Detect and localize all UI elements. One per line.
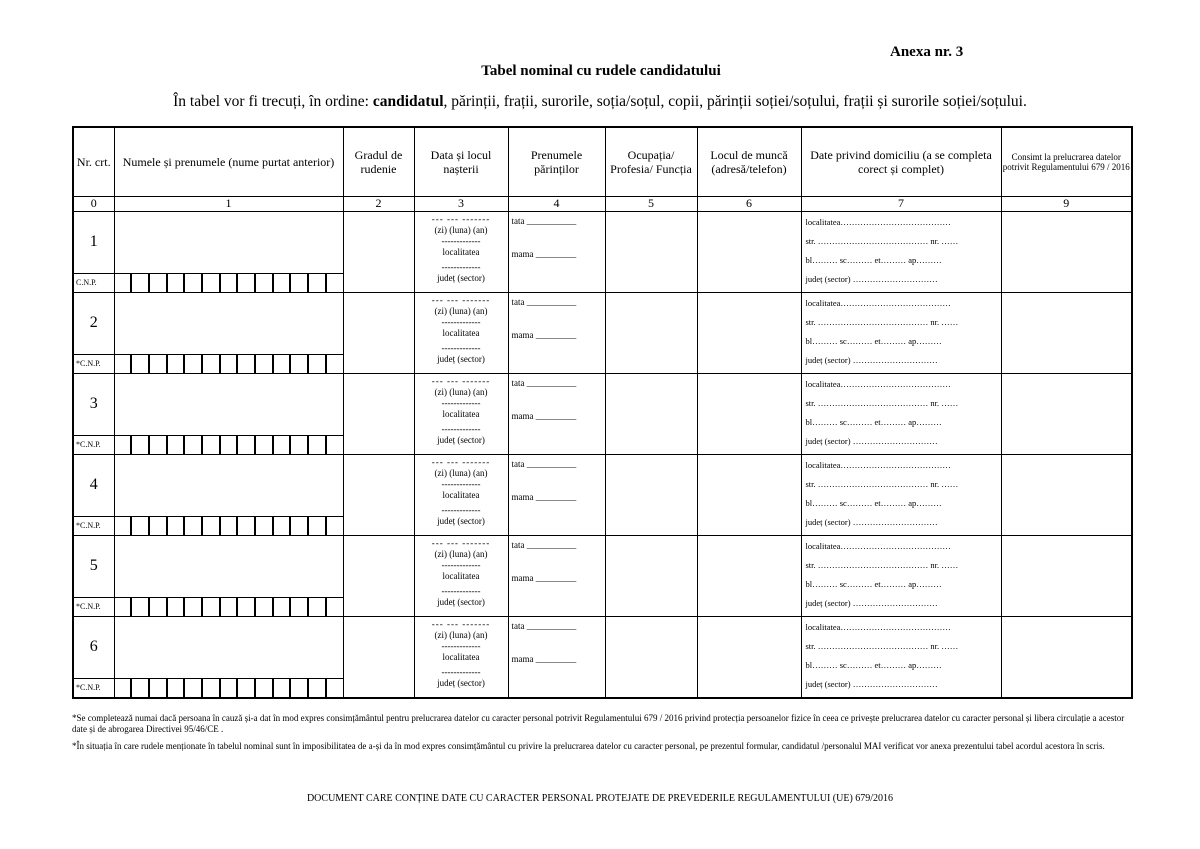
col-header-birth: Data și locul nașterii <box>414 127 508 196</box>
cnp-label: C.N.P. <box>73 273 114 292</box>
consent-field[interactable] <box>1001 616 1132 698</box>
birth-county-line: ------------- <box>441 423 481 434</box>
workplace-field[interactable] <box>697 454 801 535</box>
row-number: 2 <box>73 292 114 354</box>
cnp-digit-box[interactable] <box>219 517 237 535</box>
address-street: str. ………………………………… nr. …… <box>805 235 959 246</box>
name-field[interactable] <box>114 211 343 273</box>
address-street: str. ………………………………… nr. …… <box>805 397 959 408</box>
footnote-2: *În situația în care rudele menționate în tabelul nominal sunt în imposibilitatea de a-și da în mod expres consimțământul cu privire la prelucrarea datelor cu caracter personal, pe prezentul formular, candidatul /personalul MAI verificat vor anexa prezentului tabel acordul acestora în scris. <box>72 741 1105 751</box>
cnp-digit-box[interactable] <box>325 436 343 454</box>
father-label: tata ___________ <box>511 458 577 469</box>
col-header-address: Date privind domiciliu (a se completa corect și complet) <box>801 127 1001 196</box>
cnp-digit-box[interactable] <box>254 598 272 616</box>
address-county: județ (sector) ………………………… <box>805 354 938 365</box>
page-subtitle: În tabel vor fi trecuți, în ordine: candidatul, părinții, frații, surorile, soția/soțul, copii, părinții soției/soțului, frații și surorile soției/soțului. <box>173 93 1027 110</box>
cnp-digit-box[interactable] <box>219 679 237 697</box>
cnp-digit-box[interactable] <box>289 598 307 616</box>
birth-date-parts: (zi) (luna) (an) <box>434 224 488 235</box>
column-number: 6 <box>697 196 801 211</box>
father-label: tata ___________ <box>511 539 577 550</box>
cnp-digit-box[interactable] <box>166 517 184 535</box>
address-locality: localitatea………………………………… <box>805 378 951 389</box>
mother-label: mama _________ <box>511 248 577 259</box>
address-county: județ (sector) ………………………… <box>805 516 938 527</box>
birth-date-line: --- --- ------- <box>431 213 491 224</box>
cnp-digit-box[interactable] <box>201 598 219 616</box>
birth-field[interactable] <box>414 211 508 292</box>
birth-date-parts: (zi) (luna) (an) <box>434 629 488 640</box>
cnp-digit-box[interactable] <box>254 355 272 373</box>
column-number: 5 <box>605 196 697 211</box>
workplace-field[interactable] <box>697 616 801 698</box>
column-number: 0 <box>73 196 114 211</box>
address-locality: localitatea………………………………… <box>805 297 951 308</box>
cnp-digit-box[interactable] <box>201 274 219 292</box>
consent-field[interactable] <box>1001 373 1132 454</box>
cnp-field[interactable] <box>114 354 343 373</box>
birth-date-line: --- --- ------- <box>431 456 491 467</box>
birth-field[interactable] <box>414 535 508 616</box>
cnp-digit-box[interactable] <box>115 355 131 373</box>
parents-field[interactable] <box>508 616 605 698</box>
cnp-digit-box[interactable] <box>130 679 148 697</box>
kinship-field[interactable] <box>343 616 414 698</box>
birth-date-line: --- --- ------- <box>431 375 491 386</box>
relatives-table <box>72 126 1133 699</box>
col-header-workplace: Locul de muncă (adresă/telefon) <box>697 127 801 196</box>
annex-number: Anexa nr. 3 <box>890 44 964 60</box>
row-number: 3 <box>73 373 114 435</box>
address-field[interactable] <box>801 373 1001 454</box>
address-block: bl……… sc……… et……… ap……… <box>805 254 942 265</box>
workplace-field[interactable] <box>697 373 801 454</box>
cnp-digit-box[interactable] <box>115 598 131 616</box>
cnp-field[interactable] <box>114 435 343 454</box>
birth-locality-label: localitatea <box>442 408 480 419</box>
birth-field[interactable] <box>414 454 508 535</box>
cnp-digit-box[interactable] <box>183 436 201 454</box>
cnp-digit-box[interactable] <box>236 436 254 454</box>
birth-county-label: județ (sector) <box>437 353 485 364</box>
cnp-digit-box[interactable] <box>148 679 166 697</box>
col-header-consent: Consimt la prelucrarea datelor potrivit Regulamentului 679 / 2016 <box>1001 127 1132 196</box>
workplace-field[interactable] <box>697 211 801 292</box>
birth-locality-line: ------------- <box>441 397 481 408</box>
cnp-label: *C.N.P. <box>73 597 114 616</box>
cnp-digit-box[interactable] <box>115 274 131 292</box>
footnote-1: *Se completează numai dacă persoana în cauză și-a dat în mod expres consimțământul pentru prelucrarea datelor cu caracter personal potrivit Regulamentului 679 / 2016 privind protecția persoanelor fizice în ceea ce privește prelucrarea datelor cu caracter personal și libera circulație a acestor date și de abrogarea Directivei 95/46/CE . <box>72 713 1125 734</box>
birth-county-line: ------------- <box>441 504 481 515</box>
cnp-digit-box[interactable] <box>272 517 290 535</box>
address-locality: localitatea………………………………… <box>805 621 951 632</box>
cnp-digit-box[interactable] <box>325 598 343 616</box>
kinship-field[interactable] <box>343 535 414 616</box>
table-row <box>73 454 1132 516</box>
address-street: str. ………………………………… nr. …… <box>805 316 959 327</box>
cnp-field[interactable] <box>114 516 343 535</box>
parents-field[interactable] <box>508 535 605 616</box>
consent-field[interactable] <box>1001 535 1132 616</box>
occupation-field[interactable] <box>605 454 697 535</box>
cnp-digit-box[interactable] <box>219 355 237 373</box>
address-field[interactable] <box>801 211 1001 292</box>
birth-locality-label: localitatea <box>442 570 480 581</box>
cnp-digit-box[interactable] <box>289 355 307 373</box>
address-county: județ (sector) ………………………… <box>805 678 938 689</box>
cnp-digit-box[interactable] <box>183 517 201 535</box>
page-title: Tabel nominal cu rudele candidatului <box>481 63 721 79</box>
birth-field[interactable] <box>414 292 508 373</box>
address-block: bl……… sc……… et……… ap……… <box>805 659 942 670</box>
consent-field[interactable] <box>1001 454 1132 535</box>
name-field[interactable] <box>114 535 343 597</box>
table-row <box>73 292 1132 354</box>
birth-county-label: județ (sector) <box>437 515 485 526</box>
cnp-label: *C.N.P. <box>73 678 114 698</box>
address-locality: localitatea………………………………… <box>805 459 951 470</box>
cnp-digit-box[interactable] <box>201 517 219 535</box>
birth-locality-label: localitatea <box>442 651 480 662</box>
address-field[interactable] <box>801 535 1001 616</box>
occupation-field[interactable] <box>605 211 697 292</box>
mother-label: mama _________ <box>511 491 577 502</box>
cnp-digit-box[interactable] <box>148 598 166 616</box>
workplace-field[interactable] <box>697 535 801 616</box>
cnp-digit-box[interactable] <box>219 436 237 454</box>
cnp-digit-box[interactable] <box>254 274 272 292</box>
birth-locality-label: localitatea <box>442 489 480 500</box>
cnp-digit-box[interactable] <box>201 355 219 373</box>
cnp-digit-box[interactable] <box>254 517 272 535</box>
cnp-digit-box[interactable] <box>130 355 148 373</box>
consent-field[interactable] <box>1001 211 1132 292</box>
parents-field[interactable] <box>508 454 605 535</box>
row-number: 1 <box>73 211 114 273</box>
father-label: tata ___________ <box>511 215 577 226</box>
birth-county-label: județ (sector) <box>437 272 485 283</box>
birth-locality-label: localitatea <box>442 246 480 257</box>
birth-locality-line: ------------- <box>441 478 481 489</box>
address-block: bl……… sc……… et……… ap……… <box>805 335 942 346</box>
column-number: 7 <box>801 196 1001 211</box>
cnp-digit-box[interactable] <box>289 274 307 292</box>
cnp-digit-box[interactable] <box>166 679 184 697</box>
cnp-digit-box[interactable] <box>236 517 254 535</box>
parents-field[interactable] <box>508 211 605 292</box>
father-label: tata ___________ <box>511 377 577 388</box>
column-number: 1 <box>114 196 343 211</box>
cnp-digit-box[interactable] <box>130 517 148 535</box>
birth-county-line: ------------- <box>441 342 481 353</box>
birth-locality-label: localitatea <box>442 327 480 338</box>
cnp-digit-box[interactable] <box>325 679 343 697</box>
birth-county-line: ------------- <box>441 666 481 677</box>
cnp-digit-box[interactable] <box>130 274 148 292</box>
occupation-field[interactable] <box>605 535 697 616</box>
address-field[interactable] <box>801 454 1001 535</box>
cnp-digit-box[interactable] <box>219 274 237 292</box>
birth-locality-line: ------------- <box>441 235 481 246</box>
birth-date-line: --- --- ------- <box>431 294 491 305</box>
column-number: 2 <box>343 196 414 211</box>
cnp-digit-box[interactable] <box>201 436 219 454</box>
birth-county-label: județ (sector) <box>437 677 485 688</box>
cnp-digit-box[interactable] <box>148 436 166 454</box>
address-field[interactable] <box>801 292 1001 373</box>
table-row <box>73 535 1132 597</box>
mother-label: mama _________ <box>511 572 577 583</box>
cnp-digit-box[interactable] <box>166 355 184 373</box>
cnp-digit-box[interactable] <box>201 679 219 697</box>
parents-field[interactable] <box>508 373 605 454</box>
address-block: bl……… sc……… et……… ap……… <box>805 416 942 427</box>
kinship-field[interactable] <box>343 211 414 292</box>
cnp-digit-box[interactable] <box>272 679 290 697</box>
birth-date-line: --- --- ------- <box>431 537 491 548</box>
cnp-digit-box[interactable] <box>219 598 237 616</box>
cnp-digit-box[interactable] <box>272 274 290 292</box>
cnp-label: *C.N.P. <box>73 516 114 535</box>
cnp-digit-box[interactable] <box>307 679 325 697</box>
cnp-digit-box[interactable] <box>236 679 254 697</box>
cnp-digit-box[interactable] <box>307 598 325 616</box>
cnp-digit-box[interactable] <box>148 274 166 292</box>
table-row <box>73 211 1132 273</box>
name-field[interactable] <box>114 454 343 516</box>
parents-field[interactable] <box>508 292 605 373</box>
cnp-digit-box[interactable] <box>130 436 148 454</box>
cnp-digit-box[interactable] <box>115 436 131 454</box>
cnp-digit-box[interactable] <box>183 355 201 373</box>
birth-date-parts: (zi) (luna) (an) <box>434 305 488 316</box>
birth-county-label: județ (sector) <box>437 434 485 445</box>
cnp-digit-box[interactable] <box>272 436 290 454</box>
cnp-field[interactable] <box>114 273 343 292</box>
cnp-label: *C.N.P. <box>73 354 114 373</box>
address-block: bl……… sc……… et……… ap……… <box>805 578 942 589</box>
father-label: tata ___________ <box>511 296 577 307</box>
birth-county-label: județ (sector) <box>437 596 485 607</box>
col-header-parents: Prenumele părinților <box>508 127 605 196</box>
name-field[interactable] <box>114 292 343 354</box>
col-header-occupation: Ocupația/ Profesia/ Funcția <box>605 127 697 196</box>
cnp-digit-box[interactable] <box>307 517 325 535</box>
cnp-digit-box[interactable] <box>325 274 343 292</box>
document-footer: DOCUMENT CARE CONȚINE DATE CU CARACTER PERSONAL PROTEJATE DE PREVEDERILE REGULAMENTULUI (UE) 679/2016 <box>306 793 894 804</box>
column-number: 4 <box>508 196 605 211</box>
consent-field[interactable] <box>1001 292 1132 373</box>
birth-locality-line: ------------- <box>441 316 481 327</box>
address-field[interactable] <box>801 616 1001 698</box>
birth-county-line: ------------- <box>441 585 481 596</box>
birth-field[interactable] <box>414 616 508 698</box>
cnp-digit-box[interactable] <box>183 274 201 292</box>
cnp-digit-box[interactable] <box>325 517 343 535</box>
birth-locality-line: ------------- <box>441 559 481 570</box>
cnp-digit-box[interactable] <box>115 517 131 535</box>
mother-label: mama _________ <box>511 329 577 340</box>
address-locality: localitatea………………………………… <box>805 216 951 227</box>
cnp-digit-box[interactable] <box>272 355 290 373</box>
kinship-field[interactable] <box>343 454 414 535</box>
cnp-digit-box[interactable] <box>254 436 272 454</box>
cnp-digit-box[interactable] <box>307 436 325 454</box>
occupation-field[interactable] <box>605 616 697 698</box>
cnp-digit-box[interactable] <box>183 598 201 616</box>
occupation-field[interactable] <box>605 373 697 454</box>
cnp-digit-box[interactable] <box>148 355 166 373</box>
occupation-field[interactable] <box>605 292 697 373</box>
cnp-digit-box[interactable] <box>148 517 166 535</box>
cnp-digit-box[interactable] <box>325 355 343 373</box>
kinship-field[interactable] <box>343 292 414 373</box>
address-street: str. ………………………………… nr. …… <box>805 559 959 570</box>
cnp-digit-box[interactable] <box>272 598 290 616</box>
col-header-grade: Gradul de rudenie <box>343 127 414 196</box>
cnp-digit-box[interactable] <box>166 274 184 292</box>
table-row <box>73 616 1132 678</box>
address-street: str. ………………………………… nr. …… <box>805 640 959 651</box>
name-field[interactable] <box>114 616 343 678</box>
cnp-digit-box[interactable] <box>254 679 272 697</box>
cnp-field[interactable] <box>114 597 343 616</box>
cnp-digit-box[interactable] <box>130 598 148 616</box>
birth-field[interactable] <box>414 373 508 454</box>
row-number: 4 <box>73 454 114 516</box>
cnp-digit-box[interactable] <box>307 355 325 373</box>
table-row <box>73 373 1132 435</box>
name-field[interactable] <box>114 373 343 435</box>
father-label: tata ___________ <box>511 620 577 631</box>
cnp-digit-box[interactable] <box>289 436 307 454</box>
cnp-digit-box[interactable] <box>236 355 254 373</box>
cnp-digit-box[interactable] <box>289 679 307 697</box>
address-county: județ (sector) ………………………… <box>805 597 938 608</box>
workplace-field[interactable] <box>697 292 801 373</box>
row-number: 5 <box>73 535 114 597</box>
address-county: județ (sector) ………………………… <box>805 273 938 284</box>
col-header-name: Numele și prenumele (nume purtat anterior) <box>114 127 343 196</box>
mother-label: mama _________ <box>511 653 577 664</box>
birth-county-line: ------------- <box>441 261 481 272</box>
mother-label: mama _________ <box>511 410 577 421</box>
cnp-digit-box[interactable] <box>166 598 184 616</box>
cnp-digit-box[interactable] <box>307 274 325 292</box>
cnp-digit-box[interactable] <box>236 598 254 616</box>
cnp-digit-box[interactable] <box>183 679 201 697</box>
birth-date-parts: (zi) (luna) (an) <box>434 467 488 478</box>
address-locality: localitatea………………………………… <box>805 540 951 551</box>
cnp-digit-box[interactable] <box>236 274 254 292</box>
cnp-digit-box[interactable] <box>289 517 307 535</box>
kinship-field[interactable] <box>343 373 414 454</box>
address-street: str. ………………………………… nr. …… <box>805 478 959 489</box>
address-block: bl……… sc……… et……… ap……… <box>805 497 942 508</box>
cnp-label: *C.N.P. <box>73 435 114 454</box>
birth-date-parts: (zi) (luna) (an) <box>434 548 488 559</box>
cnp-digit-box[interactable] <box>166 436 184 454</box>
birth-date-line: --- --- ------- <box>431 618 491 629</box>
birth-date-parts: (zi) (luna) (an) <box>434 386 488 397</box>
cnp-field[interactable] <box>114 678 343 698</box>
column-number: 3 <box>414 196 508 211</box>
address-county: județ (sector) ………………………… <box>805 435 938 446</box>
birth-locality-line: ------------- <box>441 640 481 651</box>
row-number: 6 <box>73 616 114 678</box>
cnp-digit-box[interactable] <box>115 679 131 697</box>
col-header-nr: Nr. crt. <box>73 127 114 196</box>
column-number: 9 <box>1001 196 1132 211</box>
